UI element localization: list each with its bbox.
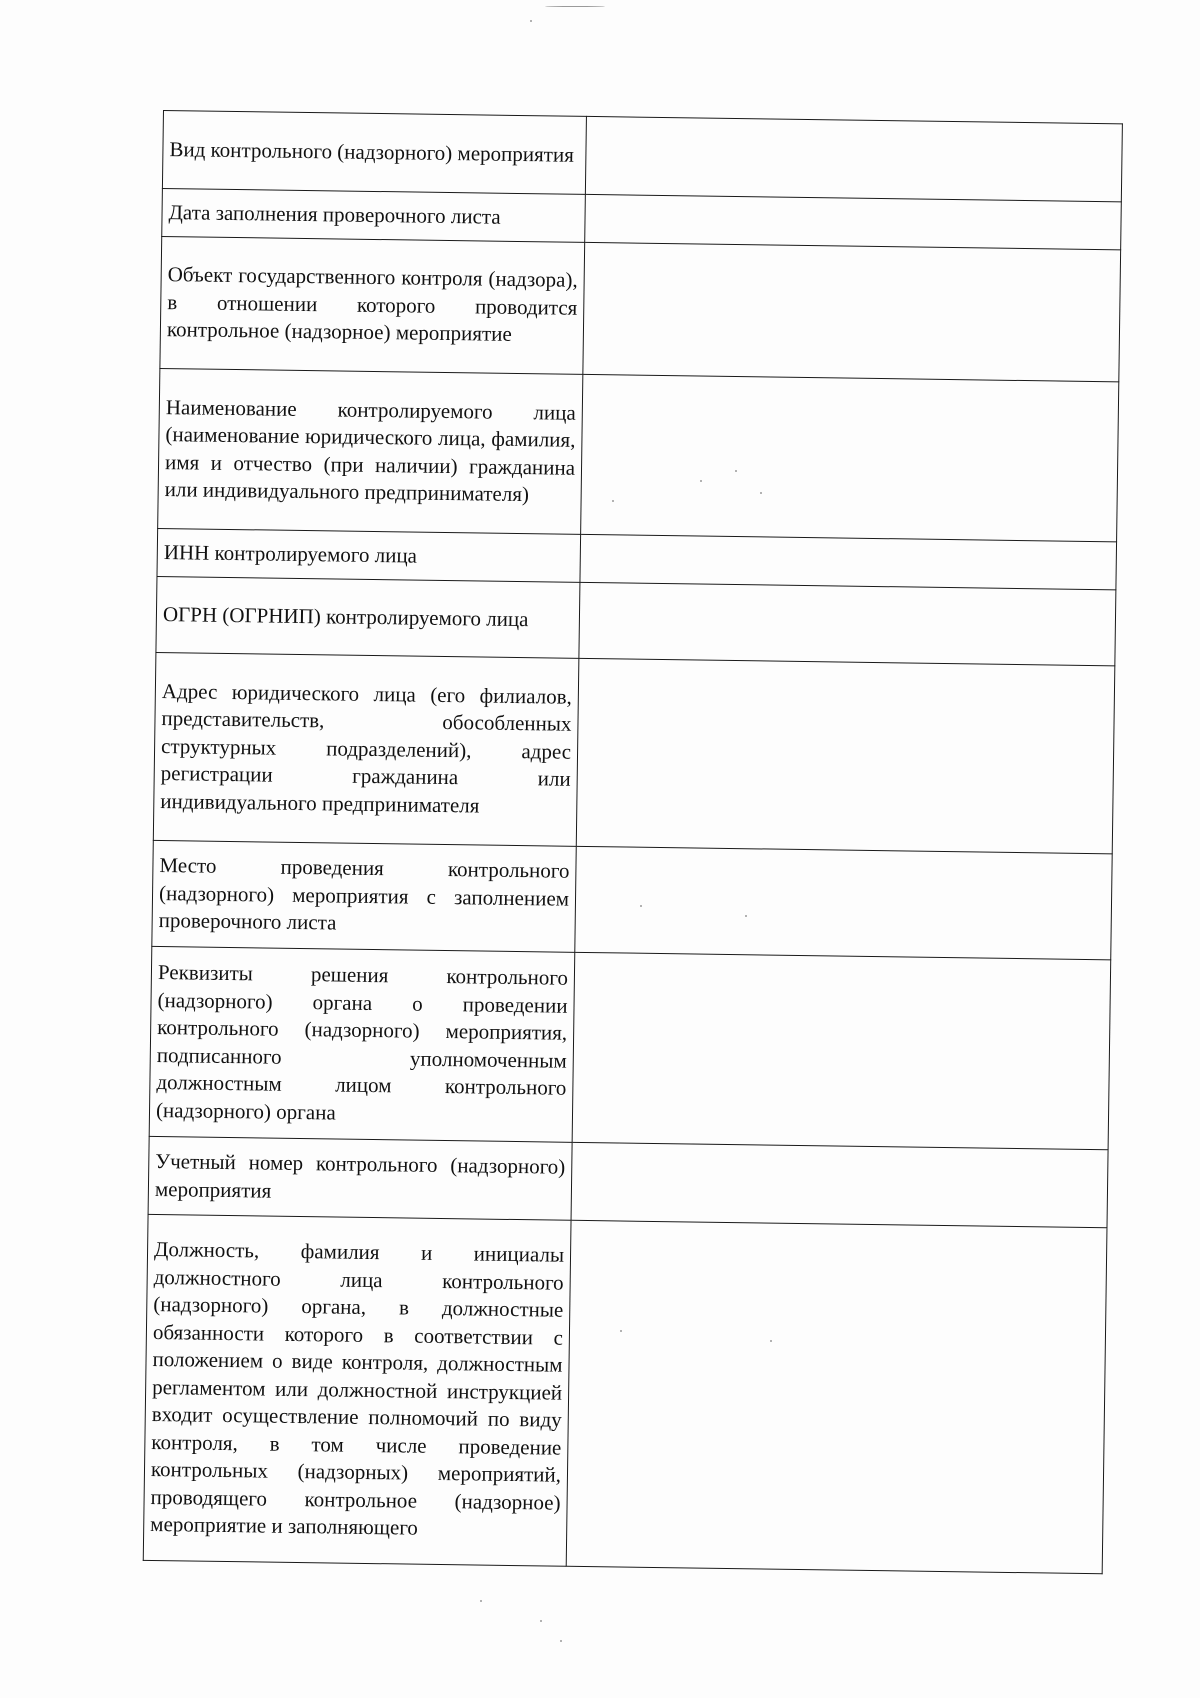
value-decision-details[interactable] [572,952,1111,1149]
scan-speck [612,500,614,502]
scan-speck [560,1640,562,1642]
label-ogrn: ОГРН (ОГРНИП) контролируемого лица [156,576,580,658]
value-inspection-type[interactable] [585,116,1122,201]
label-inn: ИНН контролируемого лица [157,528,581,582]
label-address: Адрес юридического лица (его филиалов, представительств, обособленных структурных подразделений), адрес регистрации гражданина или индивидуального предпринимателя [153,652,579,846]
label-fill-date: Дата заполнения проверочного листа [162,188,586,242]
form-row-inspector [143,1214,1107,1573]
form-row-inspection-type [162,111,1122,202]
scan-speck [760,492,762,494]
scan-speck [700,480,702,482]
form-row-controlled-person-name [158,368,1119,541]
value-controlled-person-name[interactable] [581,374,1119,541]
form-row-ogrn [156,576,1116,665]
value-address[interactable] [576,658,1115,853]
form-row-registration-number [148,1136,1108,1227]
value-inspector[interactable] [566,1220,1107,1573]
scan-speck [640,905,642,907]
label-inspector: Должность, фамилия и инициалы должностного лица контрольного (надзорного) органа, в должностные обязанности которого в соответствии с положением о виде контроля, должностным регламентом или должностной инструкцией входит осуществление полномочий по виду контроля, в том числе проведение контрольных (надзорных) мероприятий, проводящего контрольное (надзорное) мероприятие и заполняющего [143,1214,571,1566]
form-row-address [153,652,1115,853]
scan-speck [480,1600,482,1602]
value-inspection-place[interactable] [575,846,1112,959]
form-row-control-object [160,236,1121,381]
value-control-object[interactable] [583,242,1121,381]
label-controlled-person-name: Наименование контролируемого лица (наименование юридического лица, фамилия, имя и отчество (при наличии) гражданина или индивидуального предпринимателя) [158,368,583,534]
label-inspection-place: Место проведения контрольного (надзорного) мероприятия с заполнением проверочного листа [152,840,576,952]
label-decision-details: Реквизиты решения контрольного (надзорного) органа о проведении контрольного (надзорного) мероприятия, подписанного уполномоченным должностным лицом контрольного (надзорного) органа [149,946,575,1142]
value-ogrn[interactable] [579,582,1116,665]
scan-speck [770,1340,772,1342]
form-row-decision-details [149,946,1111,1149]
value-inn[interactable] [580,534,1117,589]
label-control-object: Объект государственного контроля (надзора), в отношении которого проводится контрольное (надзорное) мероприятие [160,236,585,374]
scan-speck [545,6,605,7]
value-registration-number[interactable] [571,1142,1108,1227]
checklist-form-table [143,110,1123,1574]
value-fill-date[interactable] [585,194,1122,249]
scan-speck [530,20,532,22]
label-inspection-type: Вид контрольного (надзорного) мероприятия [162,111,586,195]
scan-speck [540,1620,542,1622]
scan-speck [620,1330,622,1332]
form-row-inspection-place [152,840,1112,959]
scan-speck [745,915,747,917]
scan-speck [735,470,737,472]
label-registration-number: Учетный номер контрольного (надзорного) мероприятия [148,1136,572,1220]
